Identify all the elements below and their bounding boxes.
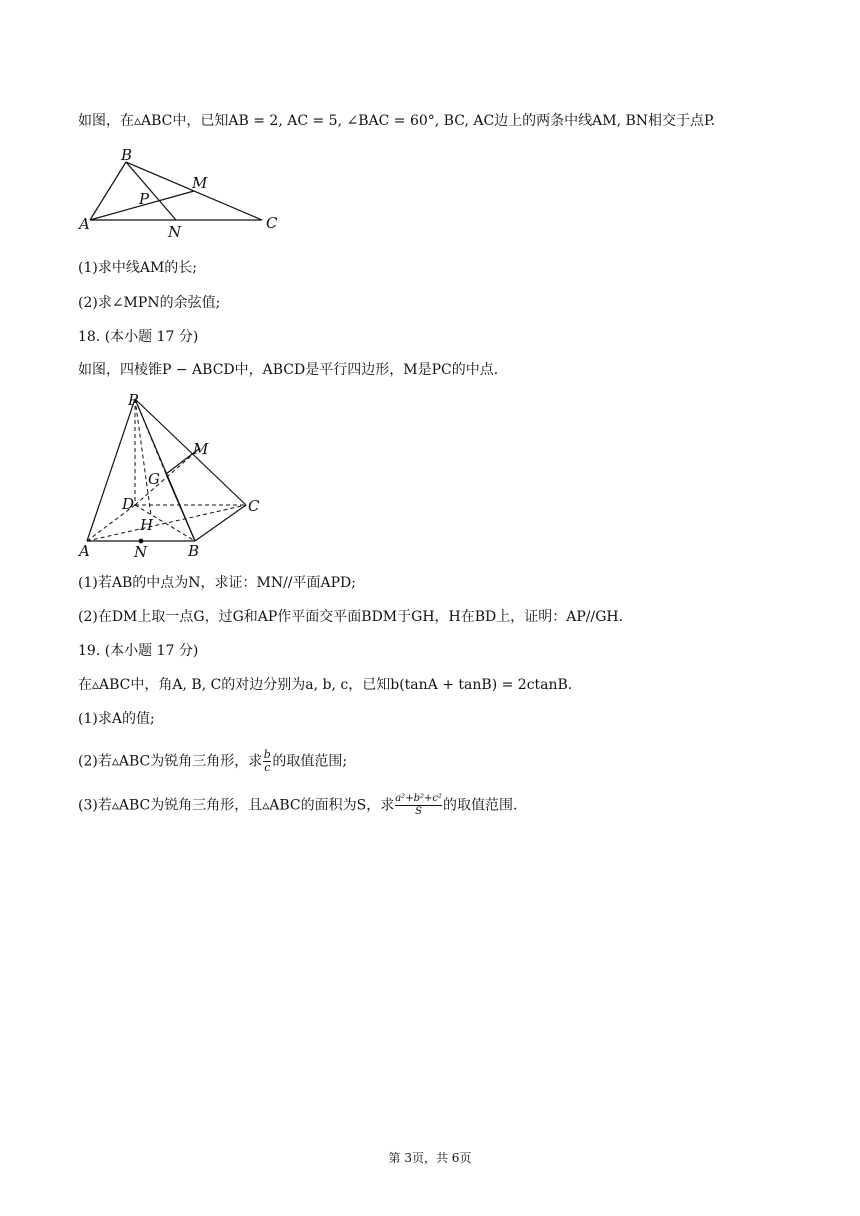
fraction-sum-squares-denominator: S	[395, 805, 442, 818]
question-18-1: (1)若AB的中点为N，求证：MN//平面APD;	[78, 575, 356, 591]
fraction-sum-squares-over-s	[395, 793, 442, 818]
problem18-header: 18. (本小题 17 分)	[78, 329, 199, 345]
problem19-header: 19. (本小题 17 分)	[78, 643, 199, 659]
label-B: B	[121, 146, 133, 164]
label-C: C	[266, 214, 278, 232]
question-19-2	[78, 749, 347, 774]
page-footer: 第 3页，共 6页	[388, 1151, 472, 1165]
problem19-intro: 在▵ABC中，角A, B, C的对边分别为a, b, c，已知b(tanA + tanB) = 2ctanB.	[78, 677, 573, 693]
label-M: M	[192, 174, 208, 192]
label-A: A	[79, 215, 90, 233]
fraction-b-over-c-numerator: b	[263, 748, 271, 761]
label-H: H	[140, 516, 154, 534]
question-19-1: (1)求A的值;	[78, 711, 155, 727]
question-19-3-text-b: 的取值范围.	[442, 797, 518, 814]
question-19-3	[78, 793, 517, 818]
label-B: B	[188, 542, 200, 560]
triangle-figure	[76, 146, 286, 242]
fraction-b-over-c-denominator: c	[264, 761, 271, 774]
label-M: M	[193, 440, 209, 458]
question-19-3-text-a: (3)若▵ABC为锐角三角形，且▵ABC的面积为S，求	[78, 797, 395, 814]
label-A: A	[79, 542, 90, 560]
question-17-2: (2)求∠MPN的余弦值;	[78, 295, 221, 311]
label-N: N	[134, 543, 148, 560]
label-G: G	[148, 470, 160, 488]
question-19-2-text-b: 的取值范围;	[272, 753, 348, 770]
label-P: P	[128, 391, 139, 409]
fraction-b-over-c	[263, 749, 271, 774]
label-N: N	[168, 223, 182, 241]
label-P: P	[139, 190, 150, 208]
question-17-1: (1)求中线AM的长;	[78, 260, 197, 276]
problem17-intro: 如图，在▵ABC中，已知AB = 2, AC = 5, ∠BAC = 60°, BC, AC边上的两条中线AM, BN相交于点P.	[78, 113, 716, 129]
pyramid-figure	[76, 388, 266, 560]
question-19-2-text-a: (2)若▵ABC为锐角三角形，求	[78, 753, 263, 770]
problem18-intro: 如图，四棱锥P − ABCD中，ABCD是平行四边形，M是PC的中点.	[78, 362, 499, 378]
fraction-sum-squares-numerator: a²+b²+c²	[395, 793, 442, 804]
label-D: D	[122, 495, 135, 513]
question-18-2: (2)在DM上取一点G，过G和AP作平面交平面BDM于GH，H在BD上，证明：AP//GH.	[78, 609, 624, 625]
label-C: C	[248, 497, 260, 515]
